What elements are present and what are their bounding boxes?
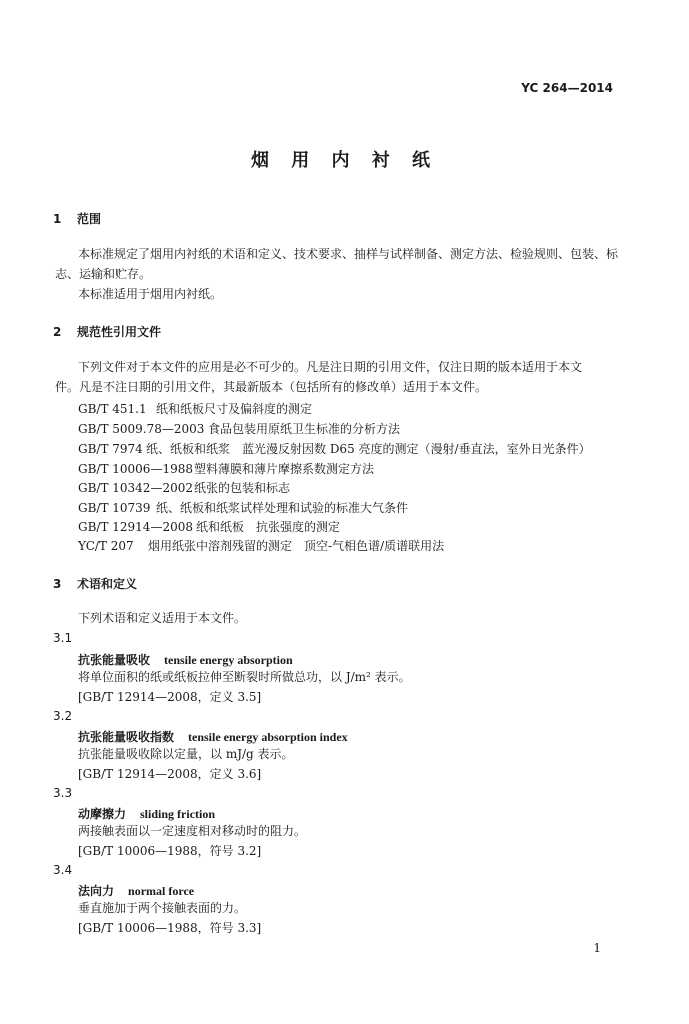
reference-item <box>78 419 400 439</box>
section-number: 1 <box>53 212 62 226</box>
reference-item <box>78 439 591 459</box>
term-english: tensile energy absorption <box>164 653 293 667</box>
term-chinese: 动摩擦力 <box>78 807 127 821</box>
term-number: 3.1 <box>53 631 73 645</box>
reference-code: GB/T 451.1 <box>78 402 147 416</box>
reference-code: GB/T 10006—1988 <box>78 462 193 476</box>
reference-code: GB/T 5009.78—2003 <box>78 422 205 436</box>
term-english: tensile energy absorption index <box>188 730 348 744</box>
term-number: 3.2 <box>53 709 73 723</box>
reference-title: 纸、纸板和纸浆试样处理和试验的标准大气条件 <box>156 501 409 515</box>
paragraph-line: 下列文件对于本文件的应用是必不可少的。凡是注日期的引用文件，仅注日期的版本适用于本文 <box>78 360 583 374</box>
section-title: 术语和定义 <box>77 577 138 591</box>
section-2-heading <box>53 323 161 340</box>
term-source: [GB/T 12914—2008，定义 3.6] <box>78 767 262 781</box>
paragraph-line: 本标准规定了烟用内衬纸的术语和定义、技术要求、抽样与试样制备、测定方法、检验规则、包装、标 <box>78 247 619 261</box>
reference-title: 烟用纸张中溶剂残留的测定 顶空-气相色谱/质谱联用法 <box>148 539 445 553</box>
reference-title: 纸和纸板 抗张强度的测定 <box>196 520 341 534</box>
reference-title: 纸和纸板尺寸及偏斜度的测定 <box>156 402 313 416</box>
paragraph-line: 志、运输和贮存。 <box>55 267 152 281</box>
term-number: 3.3 <box>53 786 73 800</box>
paragraph-line: 下列术语和定义适用于本文件。 <box>78 611 247 625</box>
reference-title: 塑料薄膜和薄片摩擦系数测定方法 <box>194 462 375 476</box>
reference-code: YC/T 207 <box>78 539 134 553</box>
reference-code: GB/T 12914—2008 <box>78 520 193 534</box>
standard-code: YC 264—2014 <box>521 81 613 95</box>
term-source: [GB/T 12914—2008，定义 3.5] <box>78 690 262 704</box>
term-english: sliding friction <box>140 807 216 821</box>
term-chinese: 抗张能量吸收 <box>78 653 151 667</box>
section-title: 规范性引用文件 <box>77 325 162 339</box>
section-3-heading <box>53 575 137 592</box>
reference-item <box>78 399 312 419</box>
term-definition: 两接触表面以一定速度相对移动时的阻力。 <box>78 824 307 838</box>
paragraph-line: 本标准适用于烟用内衬纸。 <box>78 287 223 301</box>
reference-item <box>78 536 444 556</box>
reference-title: 纸、纸板和纸浆 蓝光漫反射因数 D65 亮度的测定（漫射/垂直法，室外日光条件） <box>146 442 591 456</box>
reference-code: GB/T 7974 <box>78 442 143 456</box>
term-heading <box>78 882 194 899</box>
term-number: 3.4 <box>53 863 73 877</box>
reference-item <box>78 459 374 479</box>
term-heading <box>78 728 348 745</box>
reference-item <box>78 478 290 498</box>
term-source: [GB/T 10006—1988，符号 3.3] <box>78 921 262 935</box>
reference-title: 纸张的包装和标志 <box>194 481 291 495</box>
term-source: [GB/T 10006—1988，符号 3.2] <box>78 844 262 858</box>
paragraph-line: 件。凡是不注日期的引用文件，其最新版本（包括所有的修改单）适用于本文件。 <box>55 380 488 394</box>
term-english: normal force <box>128 884 195 898</box>
reference-item <box>78 517 340 537</box>
reference-title: 食品包装用原纸卫生标准的分析方法 <box>208 422 401 436</box>
term-chinese: 法向力 <box>78 884 115 898</box>
term-definition: 将单位面积的纸或纸板拉伸至断裂时所做总功，以 J/m² 表示。 <box>78 670 411 684</box>
page-number: 1 <box>593 941 601 955</box>
term-chinese: 抗张能量吸收指数 <box>78 730 175 744</box>
term-definition: 垂直施加于两个接触表面的力。 <box>78 901 247 915</box>
section-number: 2 <box>53 325 62 339</box>
section-number: 3 <box>53 577 62 591</box>
term-heading <box>78 651 293 668</box>
section-1-heading <box>53 210 101 227</box>
reference-code: GB/T 10342—2002 <box>78 481 193 495</box>
document-title: 烟 用 内 衬 纸 <box>250 150 439 171</box>
reference-item <box>78 498 408 518</box>
term-heading <box>78 805 215 822</box>
term-definition: 抗张能量吸收除以定量，以 mJ/g 表示。 <box>78 747 294 761</box>
reference-code: GB/T 10739 <box>78 501 151 515</box>
section-title: 范围 <box>77 212 102 226</box>
